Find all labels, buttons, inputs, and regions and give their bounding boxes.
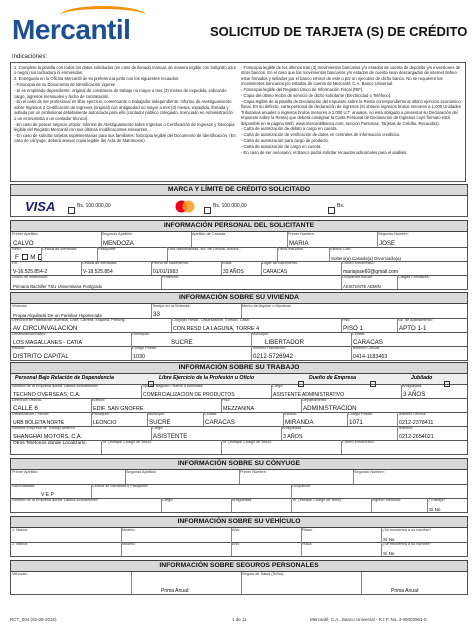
spouse-title-field[interactable]: Cargo: — [161, 498, 232, 512]
postal-code-field[interactable]: Código Postal: 1030 — [131, 346, 252, 360]
insurance-row — [10, 572, 468, 595]
other-checkbox[interactable] — [327, 202, 336, 220]
vehicle-2-brand-field[interactable]: 2. Marca: — [11, 542, 122, 556]
section-insurance: INFORMACIÓN SOBRE SEGUROS PERSONALES — [10, 560, 468, 572]
other-phones-label: Otros Teléfonos donde Localizarlo: — [11, 440, 102, 454]
rent-amount-field[interactable]: Monto de Alquiler o Hipoteca: — [242, 304, 292, 308]
spouse-employer-field[interactable]: Nombre de la Empresa donde Labora Actualmente: — [11, 498, 162, 512]
spouse-first-name-field[interactable]: Primer Nombre: — [239, 470, 354, 484]
work-municipality-field[interactable]: Municipio: SUCRE — [147, 412, 204, 426]
spouse-second-name-field[interactable]: Segundo Nombre: — [354, 470, 385, 474]
section-work: INFORMACIÓN SOBRE SU TRABAJO — [10, 362, 468, 374]
spouse-income-field[interactable]: Ingreso Mensual: — [371, 498, 428, 512]
vehicle-1-plate-field[interactable]: Placa: — [301, 528, 382, 542]
vehicle-1-year-field[interactable]: Año: — [231, 528, 302, 542]
education-field[interactable]: Grado de Instrucción: Primaria Bachiller TSU Universitaria Postgrado — [11, 275, 162, 289]
work-email-field[interactable]: Correo Electrónico: — [342, 440, 375, 444]
insurance-premium-field[interactable]: Prima Anual: — [131, 572, 242, 594]
instr-l-6: - En caso de solicitar tarjetas suplementarias para sus familiares: fotocopia legible del Documento de Identificación. (En caso de cónyuge, deberá anexar copia legible del Acta de Matrimonio). — [14, 132, 236, 144]
other-amount: Bs. — [337, 203, 345, 209]
instr-l-3: - Si es empleado dependiente: original de constancia de trabajo no mayor a tres (3) meses de expedida, indicando cargo, ingresos mensuales y fecha de contratación. — [14, 88, 227, 99]
vehicle-2-owner-field[interactable]: ¿Se encuentra a su nombre? Sí No — [382, 542, 432, 556]
housing-row-1 — [10, 304, 468, 319]
insurance-premium-2-field[interactable]: Prima Anual: — [391, 588, 420, 594]
second-name-field[interactable]: Segundo Nombre: JOSE — [378, 232, 409, 247]
housing-row-4 — [10, 346, 468, 361]
complex-field[interactable]: Conjunto Resid., Urbanización, Edificio, Casa: CON.RESD LA LAGUNA, TORRE 4 — [171, 318, 342, 332]
instructions-box — [10, 62, 466, 182]
work-floor-field[interactable]: Piso: MEZZANINA — [221, 398, 302, 412]
job-title-field[interactable]: Cargo: ASISTENTE ADMINISTRATIVO — [271, 384, 402, 398]
mastercard-checkbox[interactable] — [203, 202, 212, 220]
section-vehicle: INFORMACIÓN SOBRE SU VEHÍCULO — [10, 516, 468, 528]
first-name-field[interactable]: Primer Nombre: MARIA — [287, 232, 378, 247]
visa-checkbox[interactable] — [67, 202, 76, 220]
relation-dependent[interactable]: Personal Bajo Relación de Dependencia — [15, 375, 114, 381]
instr-r-3: - Copia legible de la planilla de Declaración del Impuesto sobre la Renta correspondiente al último ejercicio económico fiscal. En su defecto, carta personal de declaración de ingresos (Si obtiene ingresos brutos menores a 1.000 Unidades Tributarias anuales o ingresos brutos menores a 1.000 U.T. anuales, no está obligado a presentar su Declaración del Impuesto sobre la Renta) que deberá consignar la Carta Personal de Declaración de Ingresos cuyo formato está disponible en la página Web: www.mercantilbanco.com, sección Personas, Tarjetas de Crédito, Recaudos). — [241, 98, 461, 126]
personal-row-2 — [10, 247, 468, 262]
page-number: 1 de 11 — [232, 617, 247, 622]
spouse-first-surname-field[interactable]: Primer Apellido: — [11, 470, 126, 484]
parish-field[interactable]: Parroquia: SUCRE — [131, 332, 252, 346]
instr-r-2: - Copia del último recibo de servicio de dicho solicitante (Electricidad o Teléfono). — [241, 93, 392, 99]
work-row-1 — [10, 384, 468, 399]
id-number-field[interactable]: Cédula de Identidad: V-18.525.854 — [81, 261, 152, 275]
housing-row-2 — [10, 318, 468, 333]
section-spouse: INFORMACIÓN SOBRE SU CÓNYUGE — [10, 458, 468, 470]
mobile-phone-field[interactable]: Teléfono Celular: 0414-1183463 — [352, 346, 388, 360]
rif-field[interactable]: Rif: V-16.525.854-2 — [11, 261, 82, 275]
spouse-row-1 — [10, 470, 468, 485]
vehicle-row-1 — [10, 528, 468, 543]
brand-row — [10, 196, 468, 217]
section-housing: INFORMACIÓN SOBRE SU VIVIENDA — [10, 292, 468, 304]
instructions-left — [14, 65, 236, 144]
department-field[interactable]: Departamento: ADMINISTRACION — [302, 398, 357, 412]
vehicle-1-model-field[interactable]: Modelo: — [121, 528, 232, 542]
instr-r-8: - En caso de ser necesario, el Banco podrá solicitar recaudos adicionales para el análisis. — [241, 150, 408, 156]
apartment-field[interactable]: No. de Apartamento: APTO 1-1 — [398, 318, 433, 332]
insurance-vehicle-field[interactable]: Vehículo: — [11, 572, 132, 594]
floor-field[interactable]: Piso: PISO 1 — [341, 318, 398, 332]
home-phone-field[interactable]: Teléfono Habitación: 0212-5726942 — [251, 346, 352, 360]
housing-row-3 — [10, 332, 468, 347]
work-state-field[interactable]: Estado: MIRANDA — [283, 412, 348, 426]
sex-field[interactable]: Sexo: F M — [11, 247, 42, 261]
spouse-row-3 — [10, 498, 468, 513]
instr-l-5: - En caso de poseer negocio propio: Informe de Atestiguamiento sobre Ingresos o Certificación de Ingresos y fotocopia legible del Registro Mercantil con sus últimas modificaciones relevantes. — [14, 121, 235, 132]
form-title: SOLICITUD DE TARJETA (S) DE CRÉDITO — [210, 24, 468, 39]
personal-row-3 — [10, 261, 468, 276]
relation-retired[interactable]: Jubilado — [411, 375, 433, 381]
profession-field[interactable]: Profesión: — [161, 275, 342, 289]
other-phone-1-field[interactable]: Tlf. (Indique Código de Área): — [101, 440, 222, 454]
age-field[interactable]: Edad: 33 AÑOS — [221, 261, 262, 275]
instr-r-1: - Fotocopia legible del Registro Único de Información Fiscal (RIF). — [241, 87, 364, 93]
building-field[interactable]: Edificio: EDIF. SAN GNOFRE — [91, 398, 222, 412]
spouse-works-field[interactable]: ¿Trabaja? Sí No — [428, 498, 446, 512]
instr-l-0: 1. Complete la planilla con todos los datos solicitados (en caso de llenado manual, de manera legible con bolígrafo azul o negro) sin tachadura ni enmiendas. — [14, 65, 236, 76]
mastercard-amount: Bs. 100.000,00 — [213, 203, 247, 209]
instr-l-1: 2. Entréguela en la Oficina Mercantil de su preferencia junto con los siguientes recaudos: — [14, 76, 180, 82]
spouse-row-2 — [10, 484, 468, 499]
section-brand: MARCA Y LÍMITE DE CRÉDITO SOLICITADO — [10, 184, 468, 196]
id-card-field[interactable]: Cédula de Identidad: — [41, 247, 98, 261]
instr-l-2: - Fotocopia de su Documento de Identificación vigente — [14, 82, 116, 88]
passport-field[interactable]: Pasaporte: — [97, 247, 168, 261]
work-row-3 — [10, 412, 468, 427]
visa-logo-icon: VISA — [25, 199, 56, 214]
address-field[interactable]: Dirección de Habitación: Avenida, Calle, Carrera, Esquina, Porlong.: AV CIRCUNVALACION — [11, 318, 172, 332]
municipality-field[interactable]: Municipio: LIBERTADOR — [251, 332, 352, 346]
employer-field[interactable]: Nombre de la Empresa donde Labora Actualmente: TECHNO OVERSEAS, C.A. — [11, 384, 142, 398]
instructions-right — [241, 65, 463, 156]
spouse-seniority-field[interactable]: Antigüedad: — [231, 498, 292, 512]
state-field[interactable]: Estado: DISTRITO CAPITAL — [11, 346, 132, 360]
vehicle-row-2 — [10, 542, 468, 557]
second-surname-field[interactable]: Segundo Apellido: MENDOZA — [101, 232, 192, 247]
other-phone-2-field[interactable]: Tlf. (Indique Código de Área): — [221, 440, 342, 454]
city-field[interactable]: Ciudad: CARACAS — [352, 332, 383, 346]
previous-employer-field[interactable]: Nombre Empresa de Trabajo Anterior: SHANGHAI MOTORS, C.A. — [11, 426, 152, 440]
previous-title-field[interactable]: Cargo: ASISTENTE — [151, 426, 282, 440]
work-postal-field[interactable]: Código Postal: 1071 — [347, 412, 398, 426]
housing-type-field[interactable]: Vivienda: Propia Alquilada De un Familiar Hipotecada — [11, 304, 152, 318]
spouse-nationality-field[interactable]: Nacionalidad: V E P — [11, 484, 92, 498]
mercantil-logo: Mercantil — [12, 14, 131, 45]
relation-owner[interactable]: Dueño de Empresa — [309, 375, 356, 381]
other-studies-field[interactable]: Otros estudios: — [277, 247, 330, 261]
email-field[interactable]: Correo Electrónico: mariajose60@gmail.com — [342, 261, 399, 275]
dependents-field[interactable]: Cargas Familiares: — [398, 275, 430, 279]
civil-status-field[interactable]: Estado Civil: Soltero(a) Casado(a) Divorciado(a) — [330, 247, 402, 261]
office-address-field[interactable]: Dirección Oficina: CALLE 6 — [11, 398, 92, 412]
spouse-second-surname-field[interactable]: Segundo Apellido: — [125, 470, 240, 484]
work-urbanization-field[interactable]: Urbanización / Sector: URB BOLEITA NORTE — [11, 412, 92, 426]
mastercard-logo-icon — [173, 200, 197, 213]
first-surname-field[interactable]: Primer Apellido: CALVO — [11, 232, 102, 247]
vehicle-1-owner-field[interactable]: ¿Se encuentra a su nombre? Sí No — [382, 528, 432, 542]
instructions-heading: Indicaciones: — [12, 54, 48, 60]
insurance-health-field[interactable]: Seguro de Salud (Sí/No): — [241, 572, 362, 594]
work-city-field[interactable]: Ciudad: CARACAS — [203, 412, 284, 426]
instr-r-7: - Carta de autorización de cargo en cuenta. — [241, 144, 322, 150]
office-phone-field[interactable]: Teléfono Oficina: 0212-2378411 — [398, 412, 434, 426]
instr-r-4: - Carta de autorización de débito a cargo en cuenta. — [241, 126, 338, 132]
business-type-field[interactable]: Tipo de Negocio / Ramo o Actividad: COMERCIALIZACION DE PRODUCTOS — [141, 384, 272, 398]
previous-seniority-field[interactable]: Antigüedad: 3 AÑOS — [281, 426, 398, 440]
vehicle-2-year-field[interactable]: Año: — [231, 542, 302, 556]
birth-date-field[interactable]: Fecha de Nacimiento: 01/01/1983 — [151, 261, 222, 275]
spouse-id-field[interactable]: Cédula de Identidad o Pasaporte: — [91, 484, 292, 498]
vehicle-2-plate-field[interactable]: Placa: — [301, 542, 382, 556]
housing-time-field[interactable]: Tiempo en la Vivienda: 33 — [151, 304, 242, 318]
other-nationality-field[interactable]: Otra Nacionalidad, No. de Cédula, Autoriz.: — [167, 247, 278, 261]
spouse-phone-field[interactable]: Tlf. (Indique Código de Área): — [291, 498, 372, 512]
work-row-2 — [10, 398, 468, 413]
previous-phone-field[interactable]: Teléfono: 0212-2654021 — [398, 426, 434, 440]
work-parish-field[interactable]: Parroquia: LEONCIO — [91, 412, 148, 426]
work-row-4 — [10, 426, 468, 441]
instr-r-5: - Carta de autorización de verificación de datos en centrales de información crediticia. — [241, 132, 400, 138]
visa-amount: Bs. 100.000,00 — [77, 203, 111, 209]
relation-freelance[interactable]: Libre Ejercicio de la Profesión u Oficio — [159, 375, 255, 381]
birth-place-field[interactable]: Lugar de Nacimiento: CARACAS — [261, 261, 342, 275]
spouse-occupation-field[interactable]: Ocupación: — [292, 484, 312, 488]
vehicle-2-model-field[interactable]: Modelo: — [121, 542, 232, 556]
neighborhood-field[interactable]: Urbanización/Barrio: LOS MAGALLANES - CATIA — [11, 332, 132, 346]
instr-r-0: - Fotocopia legible de los últimos tres (3) movimientos bancarios y/o estados de cuenta de depósito y/o inversiones de otros bancos. En el caso que los movimientos bancarios y/o estados de cuenta sean descargados de internet deben estar firmados y sellados por el banco emisor de este o por un ejecutivo de dicho banco. No se requieren los movimientos bancarios y/o estados de cuenta de Mercantil, C.A. Banco Universal. — [241, 65, 461, 87]
personal-row-1 — [10, 232, 468, 248]
vehicle-1-brand-field[interactable]: 1. Marca: — [11, 528, 122, 542]
instr-r-6: - Carta de autorización para cargo de producto. — [241, 138, 329, 144]
personal-row-4 — [10, 275, 468, 290]
bank-legal: Mercantil, C.A., Banco Universal - R.I.F. No. J-00002961-0 — [310, 617, 427, 622]
occupation-field[interactable]: Ocupación Actual: ASISTENTE ADMIN — [341, 275, 398, 289]
married-surname-field[interactable]: Apellido de Casada: — [191, 232, 288, 247]
section-personal: INFORMACIÓN PERSONAL DEL SOLICITANTE — [10, 220, 468, 232]
instr-l-4: - En el caso de ser profesional en libre ejercicio, comerciante o trabajador independiente: Informe de Atestiguamiento sobre Ingresos o Certificación de Ingresos (original) con antigüedad no mayor a tres (3) meses, expedida, firmada y sellada por un profesional debidamente autorizado para ello (contador público colegiado, licenciado en Administración o un economista o un contador técnico). — [14, 99, 233, 121]
form-code: RCT_004 (02-08-2016) — [10, 617, 57, 622]
work-row-5 — [10, 440, 468, 455]
seniority-field[interactable]: Antigüedad: 3 AÑOS — [402, 384, 426, 398]
